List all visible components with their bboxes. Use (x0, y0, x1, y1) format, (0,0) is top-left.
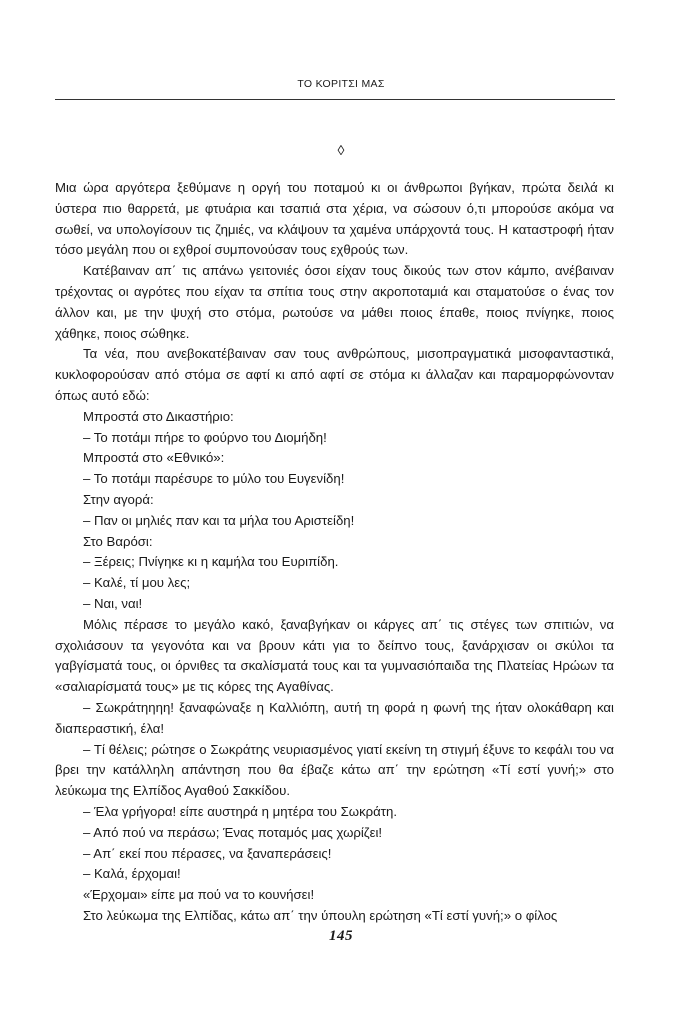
paragraph: – Σωκράτηηηη! ξαναφώναξε η Καλλιόπη, αυτή τη φορά η φωνή της ήταν ολοκάθαρη και διαπεραστική, έλα! (55, 699, 614, 736)
paragraph: Μια ώρα αργότερα ξεθύμανε η οργή του ποταμού κι οι άνθρωποι βγήκαν, πρώτα δειλά κι ύστερα πιο θαρρετά, με φτυάρια και τσαπιά στα χέρια, να σώσουν ό,τι μπορούσε ακόμα να σωθεί, να υπολογίσουν τις ζημιές, να κλάψουν τα χαμένα υπάρχοντά τους. Η καταστροφή ήταν τόσο μεγάλη που οι εχθροί συμπονούσαν τους εχθρούς των. (55, 180, 614, 258)
paragraph: – Τί θέλεις; ρώτησε ο Σωκράτης νευριασμένος γιατί εκείνη τη στιγμή έξυνε το κεφάλι του να βρει την κατάλληλη απάντηση που θα έβαζε κάτω απ΄ την ερώτηση «Τί εστί γυνή;» στο λεύκωμα της Ελπίδος Αγαθού Σακκίδου. (55, 741, 614, 799)
paragraph: – Το ποτάμι παρέσυρε το μύλο του Ευγενίδη! (83, 471, 345, 487)
paragraph: – Παν οι μηλιές παν και τα μήλα του Αριστείδη! (83, 512, 355, 528)
paragraph: – Καλά, έρχομαι! (83, 866, 181, 882)
paragraph: – Έλα γρήγορα! είπε αυστηρά η μητέρα του Σωκράτη. (83, 803, 398, 819)
paragraph: Μόλις πέρασε το μεγάλο κακό, ξαναβγήκαν οι κάργες απ΄ τις στέγες των σπιτιών, να σχολιάσουν τα γεγονότα και να βρουν κάτι για το δείπνο τους, ξανάρχισαν οι σκύλοι τα γαβγίσματά τους, οι όρνιθες τα σκαλίσματά τους και τα γυμνασιόπαιδα της Πλατείας Ηρώων τα «σαλιαρίσματά τους» με τις κόρες της Αγαθίνας. (55, 616, 614, 695)
paragraph: Στην αγορά: (83, 491, 154, 507)
header-rule (55, 99, 615, 100)
paragraph: «Έρχομαι» είπε μα πού να το κουνήσει! (83, 887, 315, 903)
running-head: ΤΟ ΚΟΡΙΤΣΙ ΜΑΣ (297, 78, 385, 90)
page-number: 145 (329, 928, 353, 944)
paragraph: – Καλέ, τί μου λες; (83, 575, 191, 591)
paragraph: – Ξέρεις; Πνίγηκε κι η καμήλα του Ευριπίδη. (83, 554, 339, 570)
paragraph: Κατέβαιναν απ΄ τις απάνω γειτονιές όσοι είχαν τους δικούς των στον κάμπο, ανέβαιναν τρέχοντας οι αγρότες που είχαν τα σπίτια τους στην ακροποταμιά και σταματούσε ο ένας τον άλλον και, με την ψυχή στο στόμα, ρωτούσε να μάθει ποιος έπαθε, ποιος πνίγηκε, ποιος χάθηκε, ποιος σώθηκε. (55, 263, 614, 341)
paragraph: Μπροστά στο «Εθνικό»: (83, 450, 225, 466)
paragraph: Μπροστά στο Δικαστήριο: (83, 408, 234, 424)
paragraph: – Το ποτάμι πήρε το φούρνο του Διομήδη! (83, 429, 327, 445)
body-text (55, 178, 614, 927)
paragraph: – Απ΄ εκεί που πέρασες, να ξαναπεράσεις! (83, 845, 332, 861)
paragraph: Στο λεύκωμα της Ελπίδας, κάτω απ΄ την ύπουλη ερώτηση «Τί εστί γυνή;» ο φίλος (83, 907, 558, 923)
paragraph: Τα νέα, που ανεβοκατέβαιναν σαν τους ανθρώπους, μισοπραγματικά μισοφανταστικά, κυκλοφορούσαν από στόμα σε αφτί κι από αφτί σε στόμα κι άλλαζαν και παραμορφώνονταν όπως αυτό εδώ: (55, 346, 614, 403)
paragraph: – Από πού να περάσω; Ένας ποταμός μας χωρίζει! (83, 824, 383, 840)
paragraph: – Ναι, ναι! (83, 595, 143, 611)
section-ornament: ◊ (337, 142, 345, 158)
paragraph: Στο Βαρόσι: (83, 533, 153, 549)
